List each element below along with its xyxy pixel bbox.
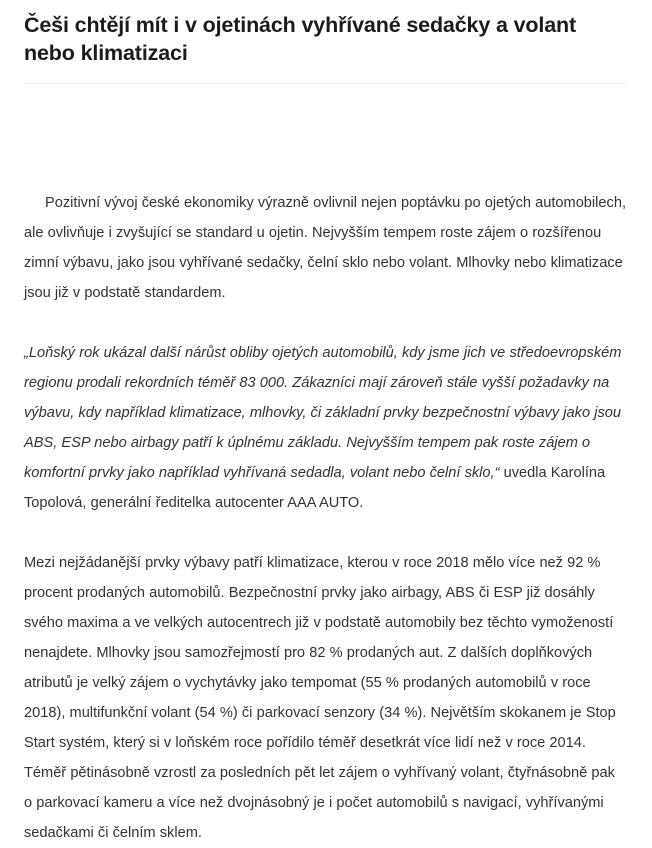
article-media-placeholder bbox=[24, 84, 628, 188]
quote-text: „Loňský rok ukázal další nárůst obliby ojetých automobilů, kdy jsme jich ve středoevropském regionu prodali rekordních téměř 83 000. Zákazníci mají zároveň stále vyšší požadavky na výbavu, kdy například klimatizace, mlhovky, či základní prvky bezpečnostní výbavy jako jsou ABS, ESP nebo airbagy patří k úplnému základu. Nejvyšším tempem pak roste zájem o komfortní prvky jako například vyhřívaná sedadla, volant nebo čelní sklo,“ bbox=[24, 345, 622, 481]
page-title: Češi chtějí mít i v ojetinách vyhřívané sedačky a volant nebo klimatizaci bbox=[24, 13, 577, 65]
paragraph-quote bbox=[24, 338, 626, 518]
paragraph-stats: Mezi nejžádanější prvky výbavy patří klimatizace, kterou v roce 2018 mělo více než 92 % procent prodaných automobilů. Bezpečnostní prvky jako airbagy, ABS či ESP již dosáhly svého maxima a ve velkých autocentrech již v podstatě automobily bez těchto vymožeností nenajdete. Mlhovky jsou samozřejmostí pro 82 % prodaných aut. Z dalších doplňkových atributů je velký zájem o vychytávky jako tempomat (55 % prodaných automobilů v roce 2018), multifunkční volant (54 %) či parkovací senzory (34 %). Největším skokanem je Stop Start systém, který si v loňském roce pořídilo téměř desetkrát více lidí než v roce 2014. Téměř pětinásobně vzrostl za posledních pět let zájem o vyhřívaný volant, čtyřnásobně pak o parkovací kameru a více než dvojnásobný je i počet automobilů s navigací, vyhřívanými sedačkami či čelním sklem. bbox=[24, 555, 616, 841]
paragraph-lead: Pozitivní vývoj české ekonomiky výrazně ovlivnil nejen poptávku po ojetých automobilech, ale ovlivňuje i zvyšující se standard u ojetin. Nejvyšším tempem roste zájem o rozšířenou zimní výbavu, jako jsou vyhřívané sedačky, čelní sklo nebo volant. Mlhovky nebo klimatizace jsou již v podstatě standardem. bbox=[24, 195, 626, 301]
article-body bbox=[24, 188, 626, 848]
quote-attribution: uvedla Karolína Topolová, generální ředitelka autocenter AAA AUTO. bbox=[24, 465, 606, 511]
